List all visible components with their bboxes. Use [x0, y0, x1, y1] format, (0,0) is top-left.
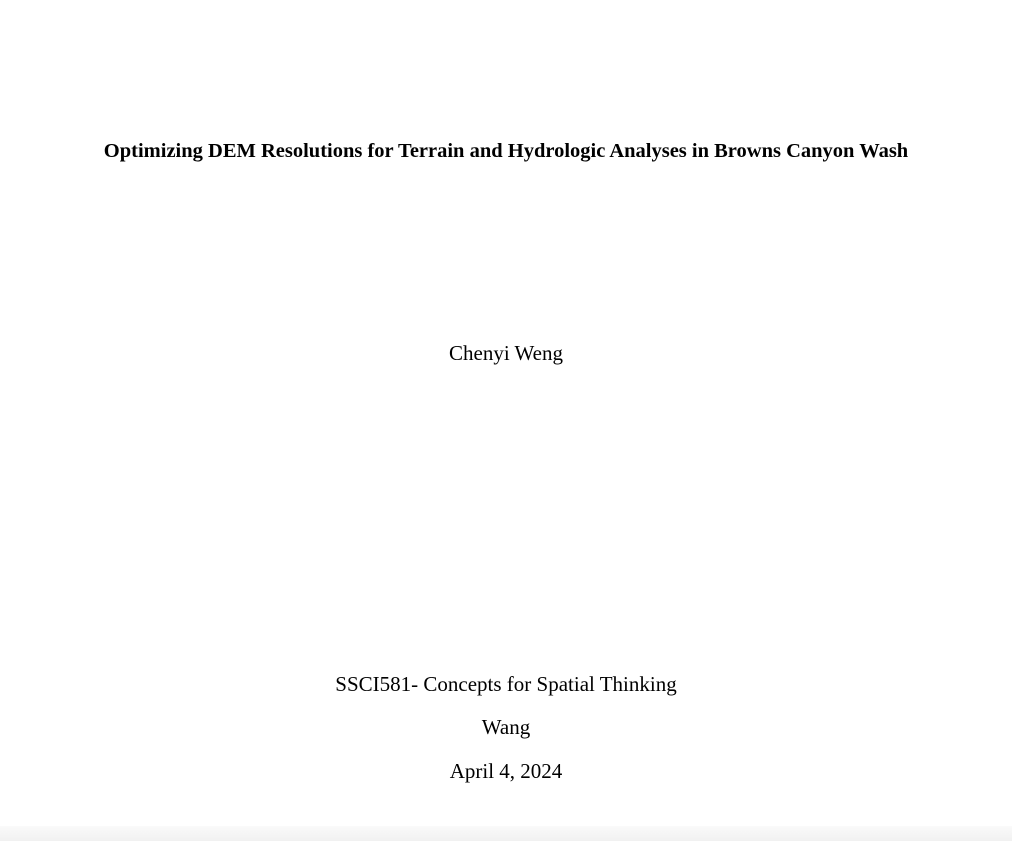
instructor-name: Wang — [481, 715, 531, 739]
author-name: Chenyi Weng — [449, 341, 563, 365]
page-bottom-edge — [0, 826, 1012, 841]
submission-date: April 4, 2024 — [449, 759, 563, 783]
course-name: SSCI581- Concepts for Spatial Thinking — [335, 672, 677, 696]
paper-title: Optimizing DEM Resolutions for Terrain and Hydrologic Analyses in Browns Canyon Wash — [103, 140, 909, 162]
